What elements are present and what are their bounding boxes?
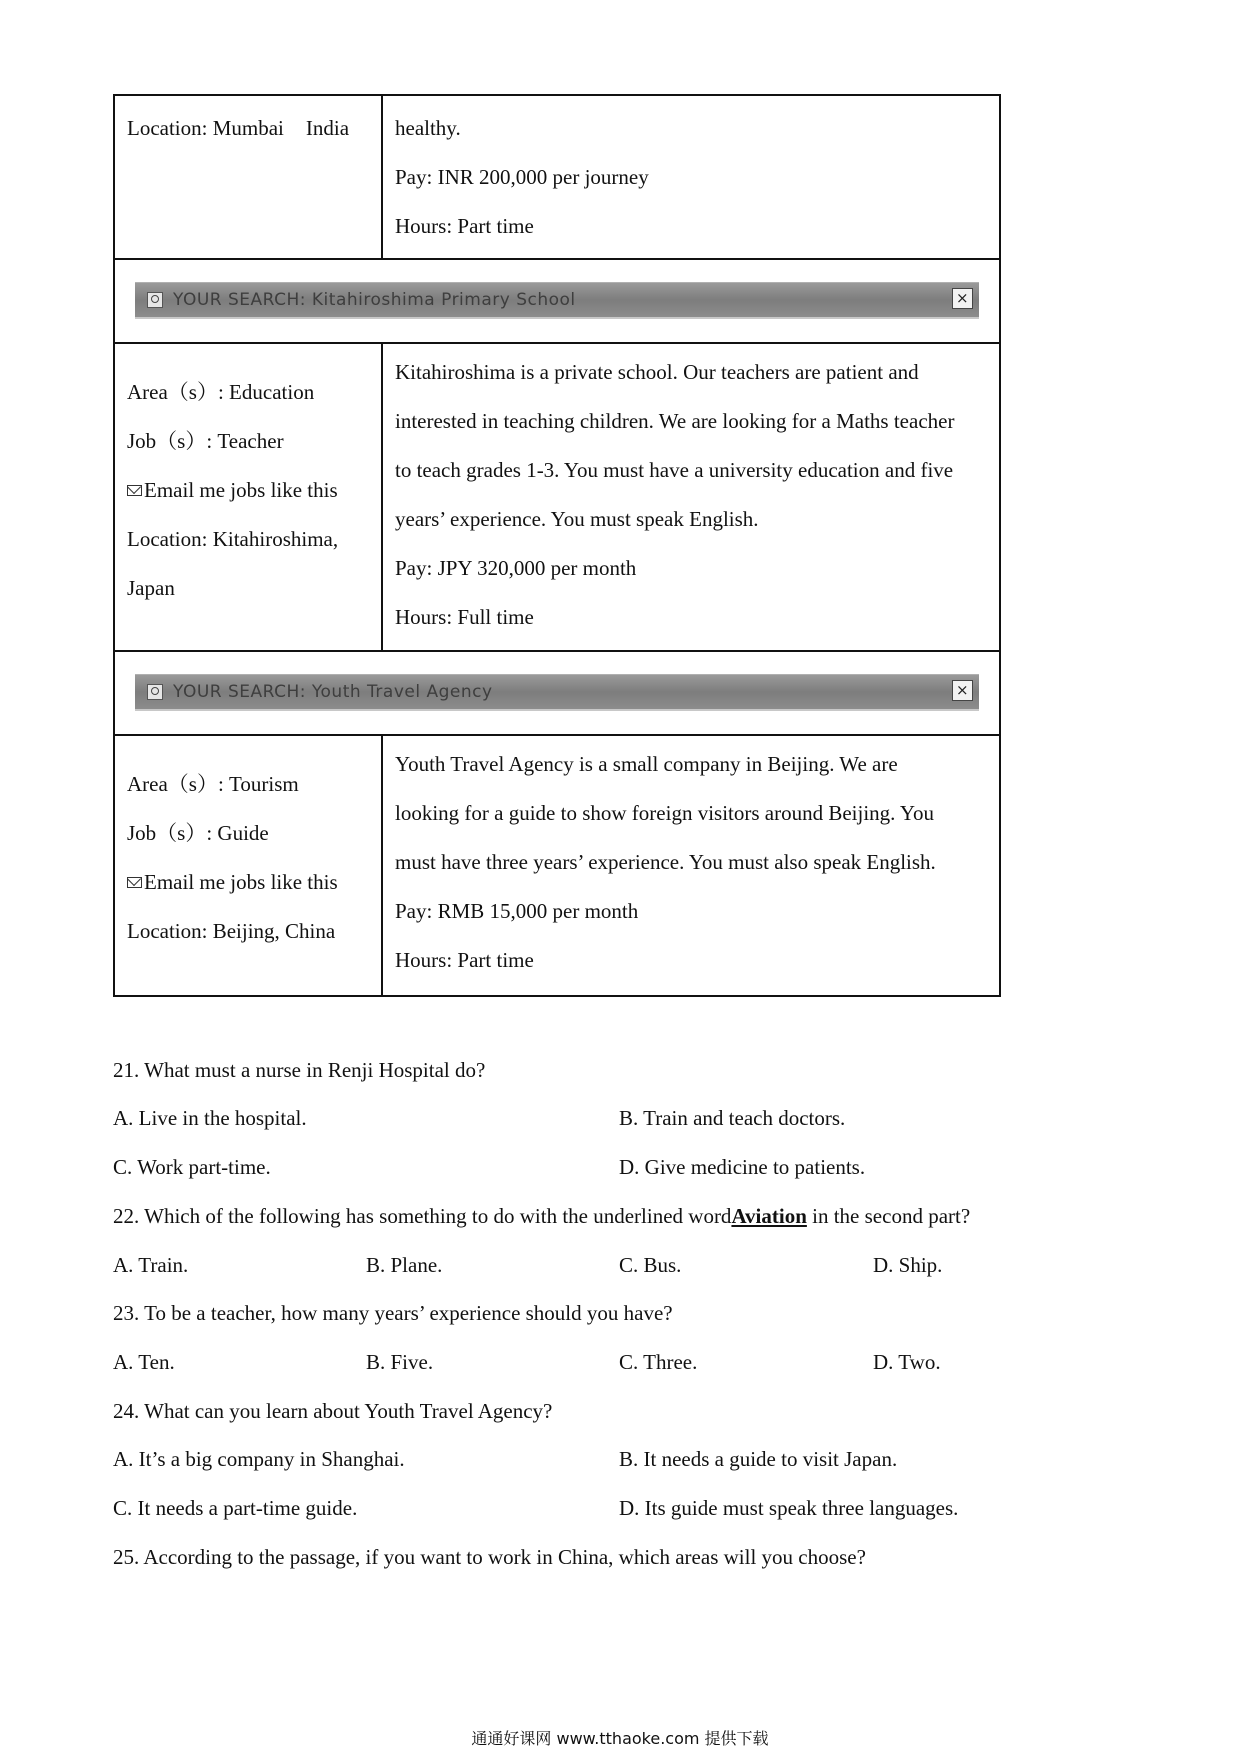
search-bar-cell bbox=[114, 651, 1000, 735]
option-24-a: A. It’s a big company in Shanghai. bbox=[113, 1447, 405, 1471]
job-row-youth-travel bbox=[114, 735, 1000, 996]
option-24-d: D. Its guide must speak three languages. bbox=[619, 1496, 959, 1520]
search-label: YOUR SEARCH: Youth Travel Agency bbox=[173, 682, 493, 702]
description-line: looking for a guide to show foreign visitors around Beijing. You bbox=[395, 801, 934, 825]
question-25: 25. According to the passage, if you want to work in China, which areas will you choose? bbox=[113, 1545, 866, 1569]
job-description-cell bbox=[382, 95, 1000, 259]
option-21-a: A. Live in the hospital. bbox=[113, 1106, 307, 1130]
option-23-a: A. Ten. bbox=[113, 1350, 175, 1374]
job-info-cell bbox=[114, 343, 382, 651]
job-description-cell bbox=[382, 735, 1000, 996]
description-line: healthy. bbox=[395, 116, 461, 140]
question-22-text: 22. Which of the following has something to do with the underlined word bbox=[113, 1204, 732, 1228]
question-24: 24. What can you learn about Youth Travel Agency? bbox=[113, 1399, 553, 1423]
option-24-b: B. It needs a guide to visit Japan. bbox=[619, 1447, 898, 1471]
pay-line: Pay: JPY 320,000 per month bbox=[395, 556, 637, 580]
job-line: Job（s）: Teacher bbox=[127, 429, 284, 453]
description-line: to teach grades 1-3. You must have a university education and five bbox=[395, 458, 954, 482]
hours-line: Hours: Full time bbox=[395, 605, 534, 629]
description-line: must have three years’ experience. You must also speak English. bbox=[395, 850, 936, 874]
job-description-cell bbox=[382, 343, 1000, 651]
page-footer: 通通好课网 www.tthaoke.com 提供下载 bbox=[471, 1729, 769, 1748]
area-line: Area（s）: Education bbox=[127, 380, 315, 404]
question-21: 21. What must a nurse in Renji Hospital do? bbox=[113, 1058, 486, 1082]
search-icon bbox=[147, 292, 163, 308]
search-label: YOUR SEARCH: Kitahiroshima Primary School bbox=[173, 290, 576, 310]
job-info-cell bbox=[114, 95, 382, 259]
description-line: years’ experience. You must speak English. bbox=[395, 507, 759, 531]
search-bar bbox=[135, 282, 979, 319]
option-24-c: C. It needs a part-time guide. bbox=[113, 1496, 358, 1520]
job-line: Job（s）: Guide bbox=[127, 821, 269, 845]
pay-line: Pay: INR 200,000 per journey bbox=[395, 165, 649, 189]
search-icon bbox=[147, 684, 163, 700]
close-icon[interactable]: × bbox=[952, 680, 973, 701]
email-jobs-label: Email me jobs like this bbox=[144, 478, 338, 502]
country-text: India bbox=[305, 116, 350, 140]
location-line-2: Japan bbox=[127, 576, 175, 600]
location-line: Location: Kitahiroshima, bbox=[127, 527, 339, 551]
question-22 bbox=[113, 1204, 970, 1229]
job-row-mumbai bbox=[114, 95, 1000, 259]
job-row-kitahiroshima bbox=[114, 343, 1000, 651]
option-21-c: C. Work part-time. bbox=[113, 1155, 271, 1179]
job-info-cell bbox=[114, 735, 382, 996]
email-jobs-link[interactable] bbox=[127, 466, 371, 515]
description-line: interested in teaching children. We are looking for a Maths teacher bbox=[395, 409, 955, 433]
option-22-c: C. Bus. bbox=[619, 1253, 682, 1277]
area-line: Area（s）: Tourism bbox=[127, 772, 299, 796]
option-23-d: D. Two. bbox=[873, 1350, 941, 1374]
question-23: 23. To be a teacher, how many years’ experience should you have? bbox=[113, 1301, 673, 1325]
option-21-b: B. Train and teach doctors. bbox=[619, 1106, 846, 1130]
location-line: Location: Beijing, China bbox=[127, 919, 336, 943]
option-22-a: A. Train. bbox=[113, 1253, 189, 1277]
job-listings-table bbox=[113, 94, 1001, 997]
search-row-youth-travel bbox=[114, 651, 1000, 735]
search-bar bbox=[135, 674, 979, 711]
email-jobs-link[interactable] bbox=[127, 858, 371, 907]
hours-line: Hours: Part time bbox=[395, 214, 534, 238]
description-line: Youth Travel Agency is a small company in Beijing. We are bbox=[395, 752, 898, 776]
option-22-d: D. Ship. bbox=[873, 1253, 943, 1277]
underlined-word: Aviation bbox=[731, 1204, 807, 1228]
hours-line: Hours: Part time bbox=[395, 948, 534, 972]
description-line: Kitahiroshima is a private school. Our teachers are patient and bbox=[395, 360, 919, 384]
option-23-c: C. Three. bbox=[619, 1350, 698, 1374]
pay-line: Pay: RMB 15,000 per month bbox=[395, 899, 639, 923]
close-icon[interactable]: × bbox=[952, 288, 973, 309]
option-23-b: B. Five. bbox=[366, 1350, 434, 1374]
option-21-d: D. Give medicine to patients. bbox=[619, 1155, 866, 1179]
email-jobs-label: Email me jobs like this bbox=[144, 870, 338, 894]
search-bar-cell bbox=[114, 259, 1000, 343]
search-row-kitahiroshima bbox=[114, 259, 1000, 343]
question-22-text-end: in the second part? bbox=[812, 1204, 971, 1228]
location-text: Location: Mumbai bbox=[127, 116, 284, 140]
envelope-icon bbox=[127, 877, 142, 888]
location-line bbox=[127, 104, 371, 153]
option-22-b: B. Plane. bbox=[366, 1253, 443, 1277]
envelope-icon bbox=[127, 485, 142, 496]
